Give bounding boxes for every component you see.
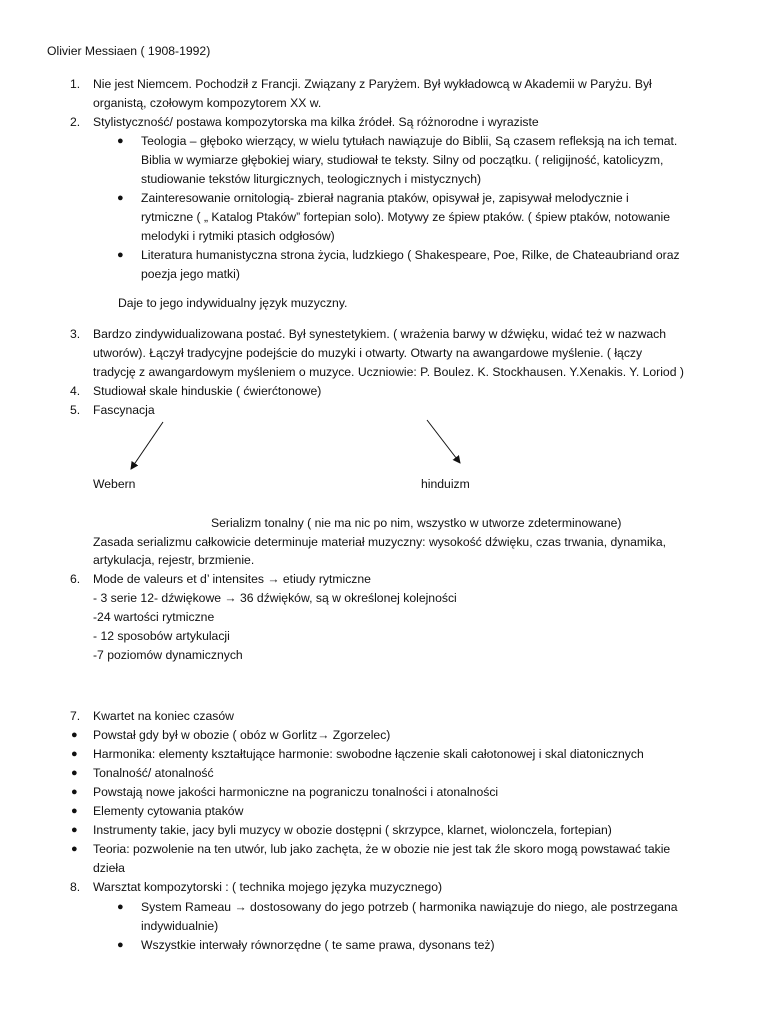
- item-2-bullet-2-line-1: Zainteresowanie ornitologią- zbierał nagrania ptaków, opisywał je, zapisywał melodycznie i: [141, 191, 629, 205]
- item-6-number: 6.: [70, 572, 81, 586]
- item-7-bullet-6: Instrumenty takie, jacy byli muzycy w obozie dostępni ( skrzypce, klarnet, wiolonczela, fortepian): [93, 823, 612, 837]
- bullet-icon: ●: [71, 729, 78, 741]
- item-7-bullet-7: Teoria: pozwolenie na ten utwór, lub jako zachęta, że w obozie nie jest tak źle skoro mogą powstawać takie: [93, 842, 671, 856]
- item-2-bullet-3-line-1: Literatura humanistyczna strona życia, ludzkiego ( Shakespeare, Poe, Rilke, de Chateaubriand oraz: [141, 248, 680, 262]
- item-2-bullet-2-line-3: melodyki i rytmiki ptasich odgłosów): [141, 229, 335, 243]
- bullet-icon: ●: [71, 843, 78, 855]
- item-2-bullet-1-line-1: Teologia – głęboko wierzący, w wielu tytułach nawiązuje do Biblii, Są czasem refleksją na ich temat.: [141, 134, 678, 148]
- item-5-serial-heading: Serializm tonalny ( nie ma nic po nim, wszystko w utworze zdeterminowane): [211, 516, 622, 530]
- document-title: Olivier Messiaen ( 1908-1992): [47, 44, 211, 58]
- item-6-detail-2: -24 wartości rytmiczne: [93, 610, 215, 624]
- bullet-icon: ●: [117, 135, 124, 147]
- bullet-icon: ●: [71, 767, 78, 779]
- bullet-icon: ●: [117, 249, 124, 261]
- item-8-bullet-2: Wszystkie interwały równorzędne ( te same prawa, dysonans też): [141, 938, 495, 952]
- item-5-right-branch: hinduizm: [421, 477, 470, 491]
- item-8-line-1: Warsztat kompozytorski : ( technika mojego języka muzycznego): [93, 880, 443, 894]
- item-7-bullet-1: Powstał gdy był w obozie ( obóz w Gorlitz→ Zgorzelec): [93, 728, 391, 742]
- item-2-summary: Daje to jego indywidualny język muzyczny.: [118, 296, 348, 310]
- item-7-bullet-5: Elementy cytowania ptaków: [93, 804, 244, 818]
- item-2-bullet-1-line-3: studiowanie tekstów liturgicznych, teologicznych i mistycznych): [141, 172, 482, 186]
- item-8-bullet-1-line-1: System Rameau → dostosowany do jego potrzeb ( harmonika nawiązuje do niego, ale postrzegana: [141, 900, 678, 914]
- item-7-line-1: Kwartet na koniec czasów: [93, 709, 234, 723]
- item-7-bullet-3: Tonalność/ atonalność: [93, 766, 214, 780]
- bullet-icon: ●: [117, 939, 124, 951]
- item-3-line-1: Bardzo zindywidualizowana postać. Był synestetykiem. ( wrażenia barwy w dźwięku, widać też w nazwach: [93, 327, 667, 341]
- item-5-left-branch: Webern: [93, 477, 136, 491]
- bullet-icon: ●: [117, 901, 124, 913]
- item-6-detail-3: - 12 sposobów artykulacji: [93, 629, 230, 643]
- item-3-number: 3.: [70, 327, 81, 341]
- bullet-icon: ●: [71, 748, 78, 760]
- item-1-line-1: Nie jest Niemcem. Pochodził z Francji. Związany z Paryżem. Był wykładowcą w Akademii w Paryżu. Był: [93, 77, 652, 91]
- item-6-detail-4: -7 poziomów dynamicznych: [93, 648, 243, 662]
- item-2-line-1: Stylistyczność/ postawa kompozytorska ma kilka źródeł. Są różnorodne i wyraziste: [93, 115, 539, 129]
- item-1-number: 1.: [70, 77, 81, 91]
- item-7-bullet-4: Powstają nowe jakości harmoniczne na pograniczu tonalności i atonalności: [93, 785, 499, 799]
- item-8-bullet-1-line-2: indywidualnie): [141, 919, 219, 933]
- bullet-icon: ●: [71, 805, 78, 817]
- bullet-icon: ●: [117, 192, 124, 204]
- item-5-serial-line-2: artykulacja, rejestr, brzmienie.: [93, 553, 255, 567]
- bullet-icon: ●: [71, 824, 78, 836]
- item-8-number: 8.: [70, 880, 81, 894]
- item-5-line-1: Fascynacja: [93, 403, 155, 417]
- item-7-bullet-2: Harmonika: elementy kształtujące harmonie: swobodne łączenie skali całotonowej i skal diatonicznych: [93, 747, 644, 761]
- item-6-detail-1: - 3 serie 12- dźwiękowe → 36 dźwięków, są w określonej kolejności: [93, 591, 457, 605]
- item-3-line-3: tradycję z awangardowym myśleniem o muzyce. Uczniowie: P. Boulez. K. Stockhausen. Y.Xenakis. Y. Loriod ): [93, 365, 684, 379]
- arrow-to-webern: [131, 422, 163, 469]
- item-4-line-1: Studiował skale hinduskie ( ćwierćtonowe): [93, 384, 322, 398]
- bullet-icon: ●: [71, 786, 78, 798]
- item-1-line-2: organistą, czołowym kompozytorem XX w.: [93, 96, 322, 110]
- item-5-serial-line-1: Zasada serializmu całkowicie determinuje materiał muzyczny: wysokość dźwięku, czas trwania, dynamika,: [93, 535, 667, 549]
- item-3-line-2: utworów). Łączył tradycyjne podejście do muzyki i otwarty. Otwarty na awangardowe myślenie. ( łączy: [93, 346, 643, 360]
- item-5-number: 5.: [70, 403, 81, 417]
- arrow-to-hinduizm: [427, 420, 460, 463]
- item-2-number: 2.: [70, 115, 81, 129]
- item-6-line-1: Mode de valeurs et d’ intensites → etiudy rytmiczne: [93, 572, 371, 586]
- item-7-number: 7.: [70, 709, 81, 723]
- item-2-bullet-1-line-2: Biblia w wymiarze głębokiej wiary, studiował te teksty. Silny od początku. ( religijność, katolicyzm,: [141, 153, 664, 167]
- item-7-bullet-7-cont: dzieła: [93, 861, 125, 875]
- item-4-number: 4.: [70, 384, 81, 398]
- item-2-bullet-3-line-2: poezja jego matki): [141, 267, 240, 281]
- item-2-bullet-2-line-2: rytmiczne ( „ Katalog Ptaków” fortepian solo). Motywy ze śpiew ptaków. ( śpiew ptaków, notowanie: [141, 210, 671, 224]
